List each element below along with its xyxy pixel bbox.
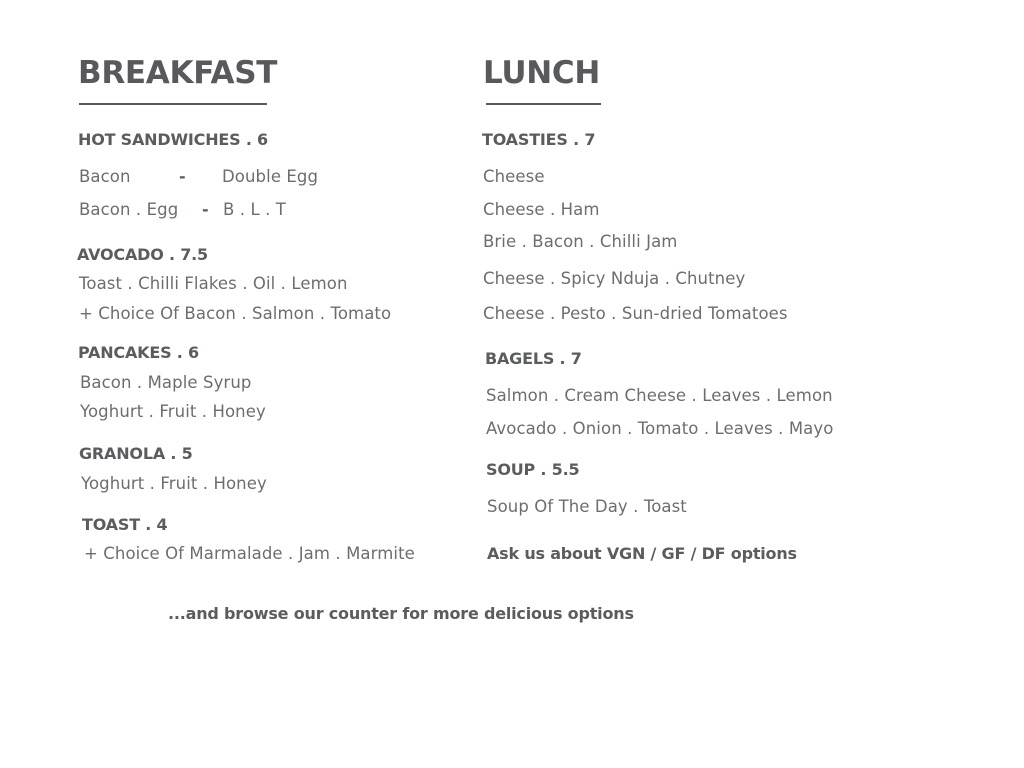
soup-heading: SOUP . 5.5 [486,460,580,479]
pancakes-item: Yoghurt . Fruit . Honey [80,402,266,421]
hot-sandwiches-heading: HOT SANDWICHES . 6 [78,130,268,149]
hot-sandwich-item-bacon: Bacon [79,167,131,186]
hot-sandwich-separator: - [202,200,209,219]
breakfast-title: BREAKFAST [78,55,278,91]
toasties-item: Cheese . Pesto . Sun-dried Tomatoes [483,304,788,323]
soup-item: Soup Of The Day . Toast [487,497,687,516]
pancakes-heading: PANCAKES . 6 [78,343,199,362]
toasties-item: Cheese [483,167,545,186]
toasties-item: Cheese . Ham [483,200,600,219]
toast-heading: TOAST . 4 [82,515,168,534]
lunch-title: LUNCH [483,55,600,91]
footer-note: ...and browse our counter for more delicious options [168,604,634,623]
hot-sandwich-item-bacon-egg: Bacon . Egg [79,200,179,219]
toasties-heading: TOASTIES . 7 [482,130,596,149]
toasties-item: Cheese . Spicy Nduja . Chutney [483,269,746,288]
breakfast-title-underline [79,103,267,105]
dietary-options-note: Ask us about VGN / GF / DF options [487,544,797,563]
hot-sandwich-item-double-egg: Double Egg [222,167,319,186]
bagels-item: Salmon . Cream Cheese . Leaves . Lemon [486,386,833,405]
toast-item: + Choice Of Marmalade . Jam . Marmite [84,544,415,563]
avocado-item: Toast . Chilli Flakes . Oil . Lemon [79,274,348,293]
toasties-item: Brie . Bacon . Chilli Jam [483,232,678,251]
granola-heading: GRANOLA . 5 [79,444,193,463]
avocado-item: + Choice Of Bacon . Salmon . Tomato [79,304,392,323]
avocado-heading: AVOCADO . 7.5 [77,245,208,264]
pancakes-item: Bacon . Maple Syrup [80,373,252,392]
granola-item: Yoghurt . Fruit . Honey [81,474,267,493]
bagels-heading: BAGELS . 7 [485,349,582,368]
hot-sandwich-item-blt: B . L . T [223,200,286,219]
bagels-item: Avocado . Onion . Tomato . Leaves . Mayo [486,419,834,438]
hot-sandwich-separator: - [179,167,186,186]
lunch-title-underline [486,103,601,105]
